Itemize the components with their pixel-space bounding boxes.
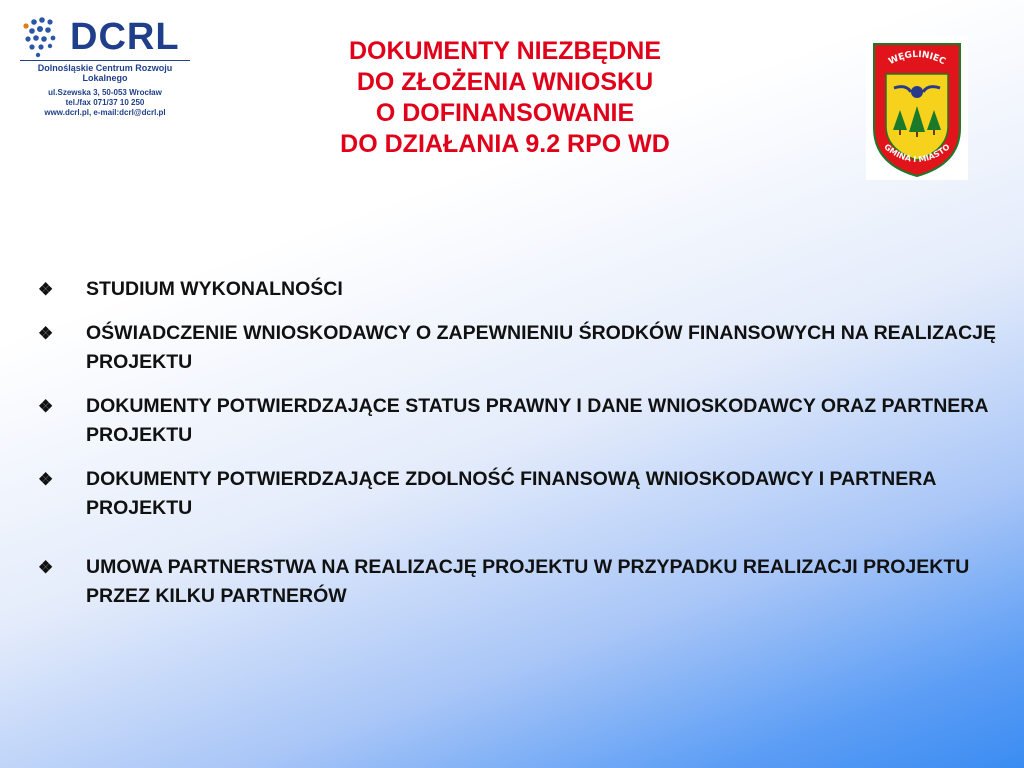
diamond-bullet-icon: ❖ [38,324,54,343]
list-item [38,275,998,304]
list-item [38,392,998,450]
address-line-3: www.dcrl.pl, e-mail:dcrl@dcrl.pl [44,108,166,117]
crest-shield-icon [866,36,968,180]
dcrl-address [20,88,190,118]
address-line-2: tel./fax 071/37 10 250 [65,98,145,107]
dcrl-full-name: Dolnośląskie Centrum Rozwoju Lokalnego [20,60,190,83]
diamond-bullet-icon: ❖ [38,397,54,416]
list-item-text: DOKUMENTY POTWIERDZAJĄCE STATUS PRAWNY I DANE WNIOSKODAWCY ORAZ PARTNERA PROJEKTU [86,395,988,446]
address-line-1: ul.Szewska 3, 50-053 Wrocław [48,88,162,97]
diamond-bullet-icon: ❖ [38,280,54,299]
crest-top-text: WĘGLINIEC [887,49,947,68]
document-list [38,275,998,626]
title-line-3: O DOFINANSOWANIE [375,99,635,127]
list-item-text: OŚWIADCZENIE WNIOSKODAWCY O ZAPEWNIENIU ŚRODKÓW FINANSOWYCH NA REALIZACJĘ PROJEKTU [86,322,997,373]
weglinec-crest [866,36,968,180]
list-item [38,319,998,377]
title-line-2: DO ZŁOŻENIA WNIOSKU [356,68,654,96]
title-line-1: DOKUMENTY NIEZBĘDNE [348,37,662,65]
list-item [38,553,998,611]
list-item-text: STUDIUM WYKONALNOŚCI [86,278,343,300]
diamond-bullet-icon: ❖ [38,470,54,489]
list-item-text: DOKUMENTY POTWIERDZAJĄCE ZDOLNOŚĆ FINANSOWĄ WNIOSKODAWCY I PARTNERA PROJEKTU [86,468,936,519]
slide-title [285,36,725,160]
list-item [38,465,998,523]
title-line-4: DO DZIAŁANIA 9.2 RPO WD [340,130,670,158]
crest-bottom-text: GMINA I MIASTO [882,142,952,165]
dcrl-logo [20,12,190,124]
dcrl-dots-icon [20,16,66,60]
dcrl-name: DCRL [70,16,180,58]
list-item-text: UMOWA PARTNERSTWA NA REALIZACJĘ PROJEKTU W PRZYPADKU REALIZACJI PROJEKTU PRZEZ KILKU PARTNERÓW [86,556,970,607]
diamond-bullet-icon: ❖ [38,558,54,577]
